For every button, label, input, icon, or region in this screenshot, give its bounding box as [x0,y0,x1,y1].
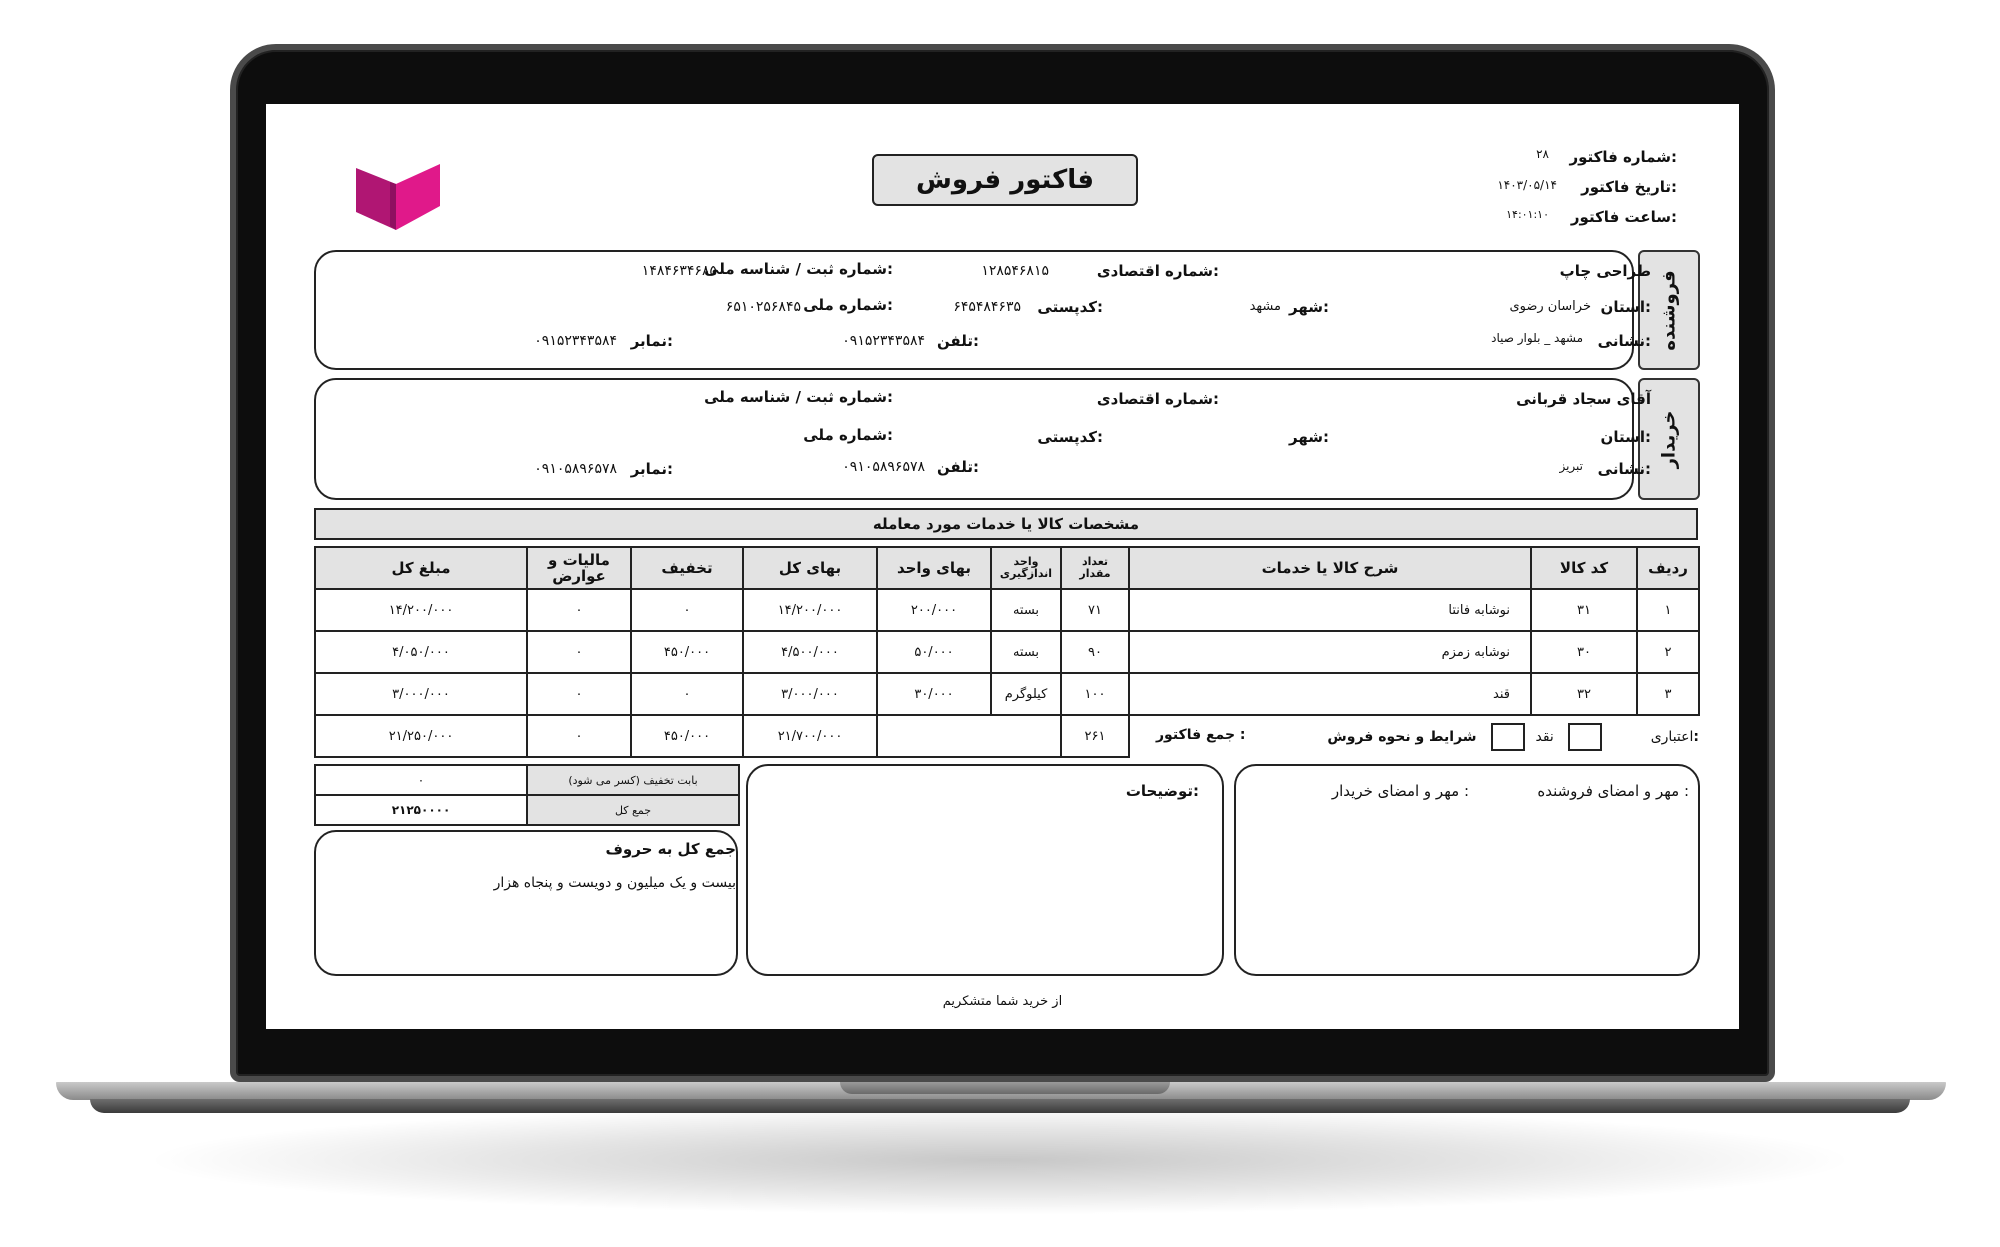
invoice-date-value: ۱۴۰۳/۰۵/۱۴ [1497,178,1557,192]
cell-code: ۳۰ [1531,631,1637,673]
sum-discount: ۴۵۰/۰۰۰ [631,715,743,757]
col-tax [527,547,631,589]
invoice-date-label: تاریخ فاکتور: [1581,178,1677,196]
cash-checkbox[interactable] [1491,723,1525,751]
items-table [314,546,1700,758]
buyer-name: آقای سجاد قربانی [1516,390,1651,408]
cell-tax: ۰ [527,631,631,673]
seller-national-label: شماره ملی: [803,296,893,314]
cell-unit-price: ۵۰/۰۰۰ [877,631,991,673]
laptop-notch [840,1082,1170,1094]
buyer-address-label: نشانی: [1597,460,1651,478]
buyer-panel [314,378,1634,500]
seller-fax-label: نمابر: [630,332,673,350]
sum-tax: ۰ [527,715,631,757]
col-tax-line1: مالیات و [548,550,610,569]
seller-fax-value: ۰۹۱۵۲۳۴۳۵۸۴ [534,333,617,349]
col-code: کد کالا [1531,547,1637,589]
items-section-bar: مشخصات کالا یا خدمات مورد معامله [314,508,1698,540]
laptop-shadow [140,1105,1860,1215]
seller-national-value: ۶۵۱۰۲۵۶۸۴۵ [725,299,801,315]
seller-phone-value: ۰۹۱۵۲۳۴۳۵۸۴ [842,333,925,349]
cell-description: نوشابه فانتا [1129,589,1531,631]
table-row [315,589,1699,631]
cell-unit: بسته [991,631,1061,673]
cell-unit: کیلوگرم [991,673,1061,715]
cell-unit-price: ۳۰/۰۰۰ [877,673,991,715]
col-unit-line1: واحد [1013,554,1039,568]
col-unit-price: بهای واحد [877,547,991,589]
seller-signature-label: مهر و امضای فروشنده : [1537,782,1689,800]
sum-qty: ۲۶۱ [1061,715,1129,757]
col-discount: تخفیف [631,547,743,589]
seller-reg-label: شماره ثبت / شناسه ملی: [704,260,893,278]
seller-city-label: شهر: [1289,298,1329,316]
cell-discount: ۰ [631,673,743,715]
seller-address-label: نشانی: [1597,332,1651,350]
invoice-number-label: شماره فاکتور: [1569,148,1677,166]
invoice-time-value: ۱۴:۰۱:۱۰ [1506,208,1549,221]
cell-qty: ۹۰ [1061,631,1129,673]
sale-terms-label: شرایط و نحوه فروش: [1327,728,1699,745]
total-in-words-value: بیست و یک میلیون و دویست و پنجاه هزار [493,875,736,891]
cell-discount: ۰ [631,589,743,631]
discount-row [315,765,739,795]
seller-name: طراحی چاپ [1559,262,1651,280]
cell-description: قند [1129,673,1531,715]
discount-total-label: (کسر می شود) بابت تخفیف [527,765,739,795]
grand-total-label: جمع کل [527,795,739,825]
laptop-base-underside [90,1099,1910,1113]
buyer-fax-label: نمابر: [630,460,673,478]
cell-code: ۳۲ [1531,673,1637,715]
cell-qty: ۷۱ [1061,589,1129,631]
buyer-postal-label: کدپستی: [1037,428,1103,446]
discount-total-value: ۰ [315,765,527,795]
col-qty-line1: تعداد [1081,554,1109,568]
buyer-phone-label: تلفن: [936,458,979,476]
credit-label: اعتباری [1650,728,1694,745]
seller-economic-label: شماره اقتصادی: [1096,262,1219,280]
cell-row: ۲ [1637,631,1699,673]
cell-amount: ۳/۰۰۰/۰۰۰ [315,673,527,715]
seller-province-value: خراسان رضوی [1509,299,1591,314]
sum-empty [877,715,1061,757]
credit-checkbox[interactable] [1568,723,1602,751]
cell-row: ۳ [1637,673,1699,715]
col-total-price: بهای کل [743,547,877,589]
col-description: شرح کالا یا خدمات [1129,547,1531,589]
cell-code: ۳۱ [1531,589,1637,631]
col-tax-line2: عوارض [552,567,606,585]
buyer-address-value: تبریز [1559,459,1583,473]
cell-description: نوشابه زمزم [1129,631,1531,673]
grand-total-value: ۲۱۲۵۰۰۰۰ [315,795,527,825]
col-qty-line2: مقدار [1079,567,1111,580]
cell-total-price: ۱۴/۲۰۰/۰۰۰ [743,589,877,631]
totals-table [314,764,740,826]
col-amount: مبلغ کل [315,547,527,589]
invoice-document [266,104,1739,1029]
buyer-reg-label: شماره ثبت / شناسه ملی: [704,388,893,406]
seller-postal-label: کدپستی: [1037,298,1103,316]
footer-thanks: از خرید شما متشکریم [942,994,1063,1009]
col-qty [1061,547,1129,589]
buyer-economic-label: شماره اقتصادی: [1096,390,1219,408]
book-logo-icon [356,160,442,232]
cell-tax: ۰ [527,673,631,715]
cell-tax: ۰ [527,589,631,631]
seller-province-label: استان: [1600,298,1651,316]
table-row [315,631,1699,673]
total-in-words-label: جمع کل به حروف [605,840,736,858]
buyer-fax-value: ۰۹۱۰۵۸۹۶۵۷۸ [534,461,617,477]
invoice-time-label: ساعت فاکتور: [1570,208,1677,226]
cell-unit-price: ۲۰۰/۰۰۰ [877,589,991,631]
cell-row: ۱ [1637,589,1699,631]
cell-amount: ۱۴/۲۰۰/۰۰۰ [315,589,527,631]
seller-phone-label: تلفن: [936,332,979,350]
seller-reg-value: ۱۴۸۴۶۳۴۶۸۵ [641,263,717,279]
seller-economic-value: ۱۲۸۵۴۶۸۱۵ [981,263,1049,279]
summary-row [315,715,1699,757]
col-unit-line2: اندازگیری [999,567,1053,580]
cell-total-price: ۴/۵۰۰/۰۰۰ [743,631,877,673]
col-unit [991,547,1061,589]
buyer-phone-value: ۰۹۱۰۵۸۹۶۵۷۸ [842,459,925,475]
cash-label: نقد [1535,728,1554,745]
cell-discount: ۴۵۰/۰۰۰ [631,631,743,673]
invoice-total-label: جمع فاکتور : [1156,726,1246,743]
invoice-number-value: ۲۸ [1536,147,1549,161]
table-row [315,673,1699,715]
buyer-tab-label: خریدار [1658,410,1680,468]
cell-total-price: ۳/۰۰۰/۰۰۰ [743,673,877,715]
sum-terms-cell [1129,715,1699,757]
seller-postal-value: ۶۴۵۴۸۴۶۳۵ [953,299,1021,315]
table-header-row [315,547,1699,589]
cell-unit: بسته [991,589,1061,631]
buyer-province-label: استان: [1600,428,1651,446]
buyer-city-label: شهر: [1289,428,1329,446]
col-row: ردیف [1637,547,1699,589]
buyer-national-label: شماره ملی: [803,426,893,444]
invoice-title: فاکتور فروش [872,154,1138,206]
seller-address-value: مشهد _ بلوار صیاد [1491,331,1583,345]
notes-label: توضیحات: [1125,782,1199,800]
sum-amount: ۲۱/۲۵۰/۰۰۰ [315,715,527,757]
cell-amount: ۴/۰۵۰/۰۰۰ [315,631,527,673]
cell-qty: ۱۰۰ [1061,673,1129,715]
seller-tab-label: فروشنده [1658,269,1680,351]
buyer-signature-label: مهر و امضای خریدار : [1331,782,1469,800]
seller-city-value: مشهد [1249,299,1281,314]
grand-total-row [315,795,739,825]
sum-total-price: ۲۱/۷۰۰/۰۰۰ [743,715,877,757]
